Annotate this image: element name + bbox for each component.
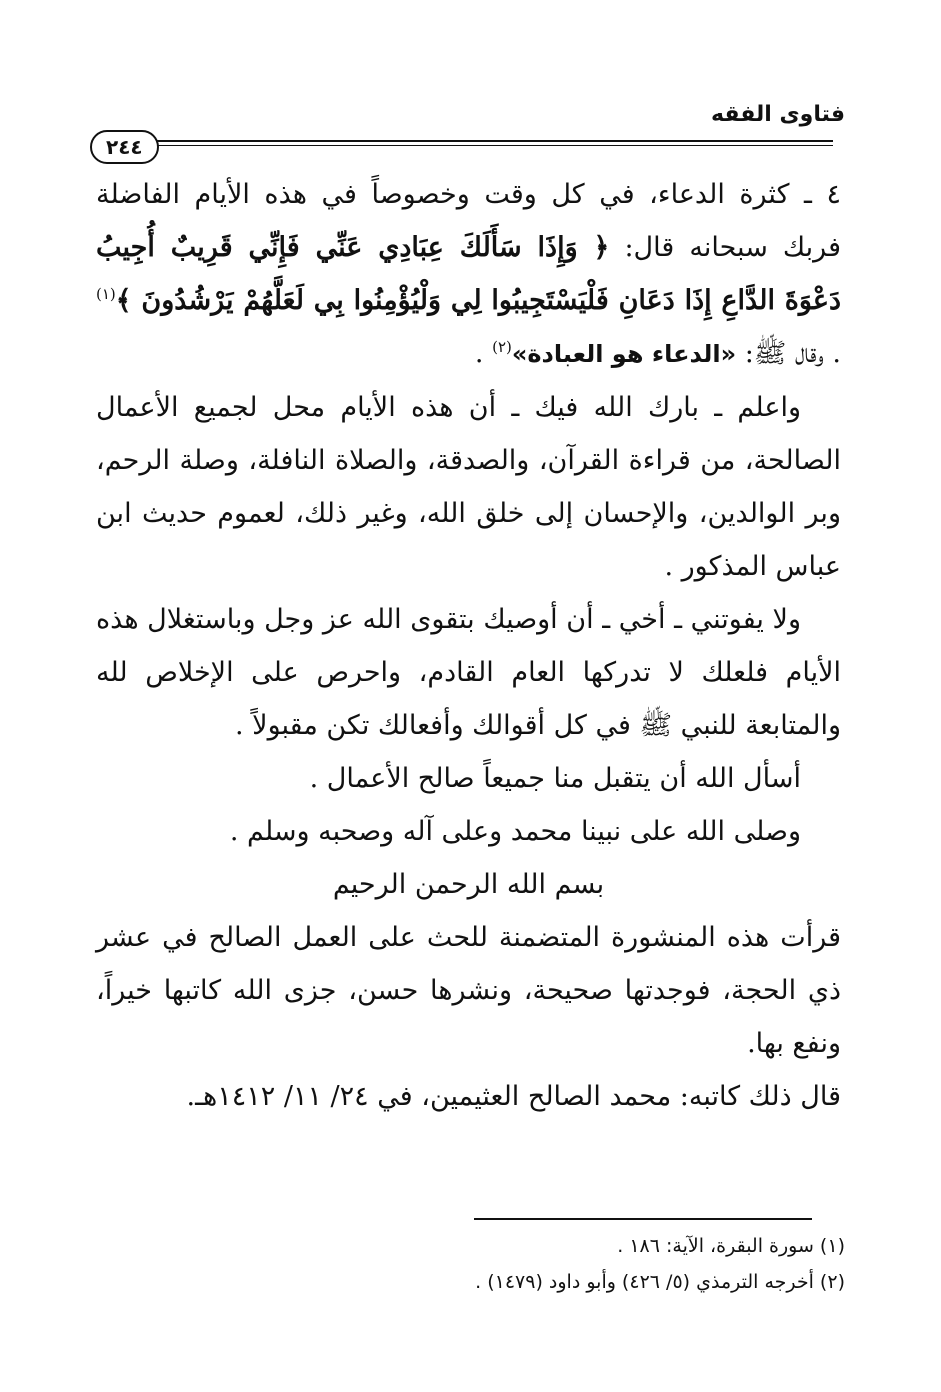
footnote-ref-1: (١) xyxy=(96,285,116,303)
paragraph-dua-intro: ٤ ـ كثرة الدعاء، في كل وقت وخصوصاً في هذه الأيام الفاضلة فربك سبحانه قال: xyxy=(96,179,841,263)
paragraph-prayer: أسأل الله أن يتقبل منا جميعاً صالح الأعمال . xyxy=(309,763,801,794)
paragraph-advice: ولا يفوتني ـ أخي ـ أن أوصيك بتقوى الله عز وجل وباستغلال هذه الأيام فلعلك لا تدركها العام القادم، واحرص على الإخلاص لله والمتابعة للنبي ﷺ في كل أقوالك وأفعالك تكن مقبولاً . xyxy=(96,604,841,741)
paragraph-signature: قال ذلك كاتبه: محمد الصالح العثيمين، في ٢٤/ ١١/ ١٤١٢هـ. xyxy=(186,1081,841,1112)
paragraph-salawat: وصلى الله على نبينا محمد وعلى آله وصحبه وسلم . xyxy=(229,816,801,847)
page-number: ٢٤٤ xyxy=(90,130,159,164)
footnote-2: (٢) أخرجه الترمذي (٥/ ٤٢٦) وأبو داود (١٤٧٩) . xyxy=(475,1271,845,1293)
footnote-rule xyxy=(474,1218,812,1220)
paragraph-dua xyxy=(96,168,841,381)
running-header-title: فتاوى الفقه xyxy=(711,102,845,127)
quran-verse: ﴿ وَإِذَا سَأَلَكَ عِبَادِي عَنِّي فَإِنِّي قَرِيبٌ أُجِيبُ دَعْوَةَ الدَّاعِ إِذَا دَعَانِ فَلْيَسْتَجِيبُوا لِي وَلْيُؤْمِنُوا بِي لَعَلَّهُمْ يَرْشُدُونَ ﴾ xyxy=(96,232,841,316)
paragraph-dua-end: . xyxy=(474,338,493,369)
hadith-quote: «الدعاء هو العبادة» xyxy=(511,340,737,368)
paragraph-endorsement: قرأت هذه المنشورة المتضمنة للحث على العمل الصالح في عشر ذي الحجة، فوجدتها صحيحة، ونشرها حسن، جزى الله كاتبها خيراً، ونفع بها. xyxy=(96,922,841,1059)
main-text xyxy=(96,168,841,1123)
footnote-1: (١) سورة البقرة، الآية: ١٨٦ . xyxy=(617,1235,845,1257)
paragraph-deeds: واعلم ـ بارك الله فيك ـ أن هذه الأيام محل لجميع الأعمال الصالحة، من قراءة القرآن، والصدقة، والصلاة النافلة، وصلة الرحم، وبر الوالدين، والإحسان إلى خلق الله، وغير ذلك، لعموم حديث ابن عباس المذكور . xyxy=(96,392,841,582)
footnote-ref-2: (٢) xyxy=(492,338,512,356)
header-rule xyxy=(100,140,833,146)
footnotes xyxy=(96,1228,845,1300)
paragraph-dua-mid: . وقال ﷺ: xyxy=(736,338,841,369)
basmala: بسم الله الرحمن الرحيم xyxy=(332,869,605,900)
